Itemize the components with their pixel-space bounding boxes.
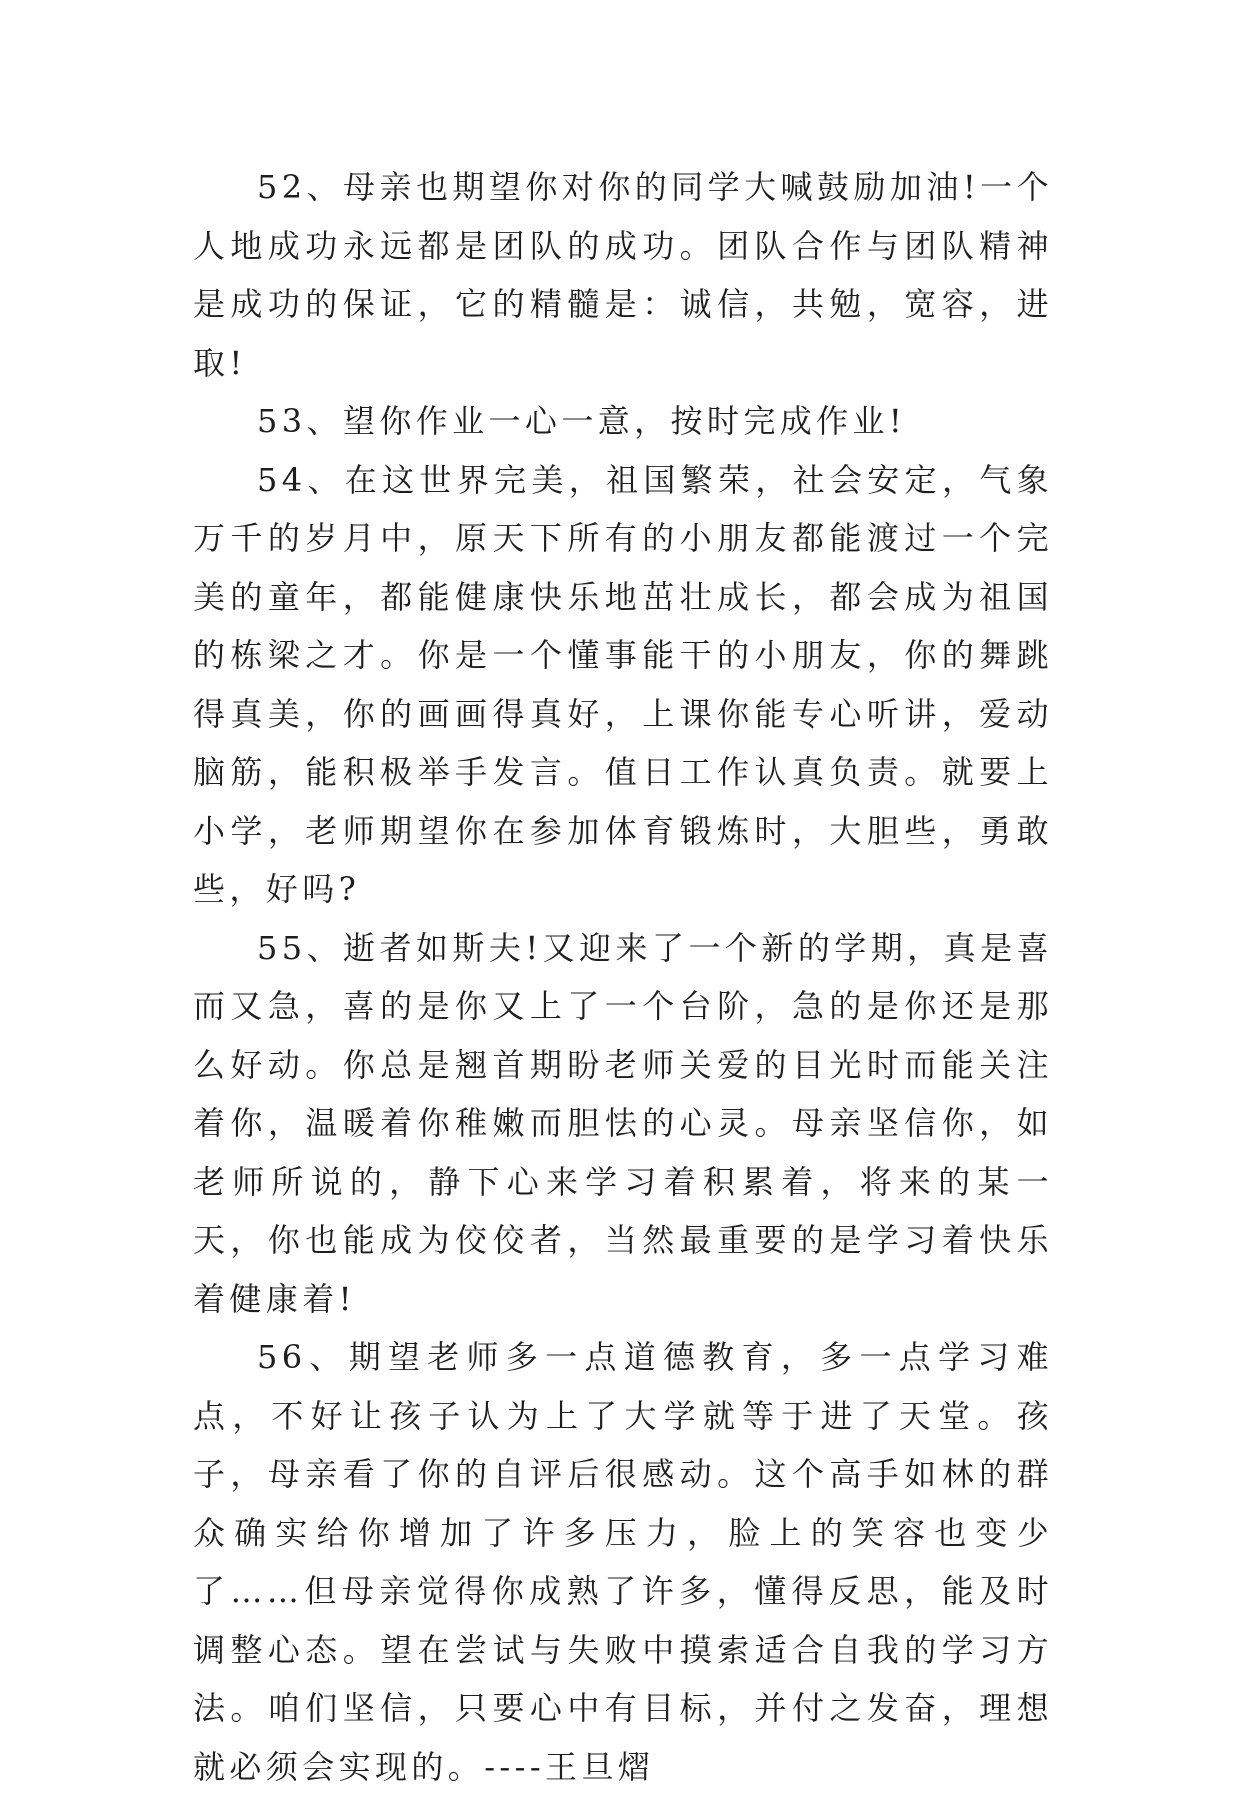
- paragraph-56: 56、期望老师多一点道德教育，多一点学习难点，不好让孩子认为上了大学就等于进了天堂。孩子，母亲看了你的自评后很感动。这个高手如林的群众确实给你增加了许多压力，脸上的笑容也变少了……但母亲觉得你成熟了许多，懂得反思，能及时调整心态。望在尝试与失败中摸索适合自我的学习方法。咱们坚信，只要心中有目标，并付之发奋，理想就必须会实现的。----王旦熠: [193, 1338, 1053, 1786]
- document-body: [193, 158, 1053, 1796]
- paragraph-52: 52、母亲也期望你对你的同学大喊鼓励加油!一个人地成功永远都是团队的成功。团队合作与团队精神是成功的保证，它的精髓是：诚信，共勉，宽容，进取!: [193, 168, 1053, 382]
- paragraph-55: 55、逝者如斯夫!又迎来了一个新的学期，真是喜而又急，喜的是你又上了一个台阶，急的是你还是那么好动。你总是翘首期盼老师关爱的目光时而能关注着你，温暖着你稚嫩而胆怯的心灵。母亲坚信你，如老师所说的，静下心来学习着积累着，将来的某一天，你也能成为佼佼者，当然最重要的是学习着快乐着健康着!: [193, 928, 1053, 1318]
- paragraph-53: 53、望你作业一心一意，按时完成作业!: [257, 402, 907, 440]
- paragraph-54: 54、在这世界完美，祖国繁荣，社会安定，气象万千的岁月中，原天下所有的小朋友都能渡过一个完美的童年，都能健康快乐地茁壮成长，都会成为祖国的栋梁之才。你是一个懂事能干的小朋友，你的舞跳得真美，你的画画得真好，上课你能专心听讲，爱动脑筋，能积极举手发言。值日工作认真负责。就要上小学，老师期望你在参加体育锻炼时，大胆些，勇敢些，好吗?: [193, 460, 1053, 908]
